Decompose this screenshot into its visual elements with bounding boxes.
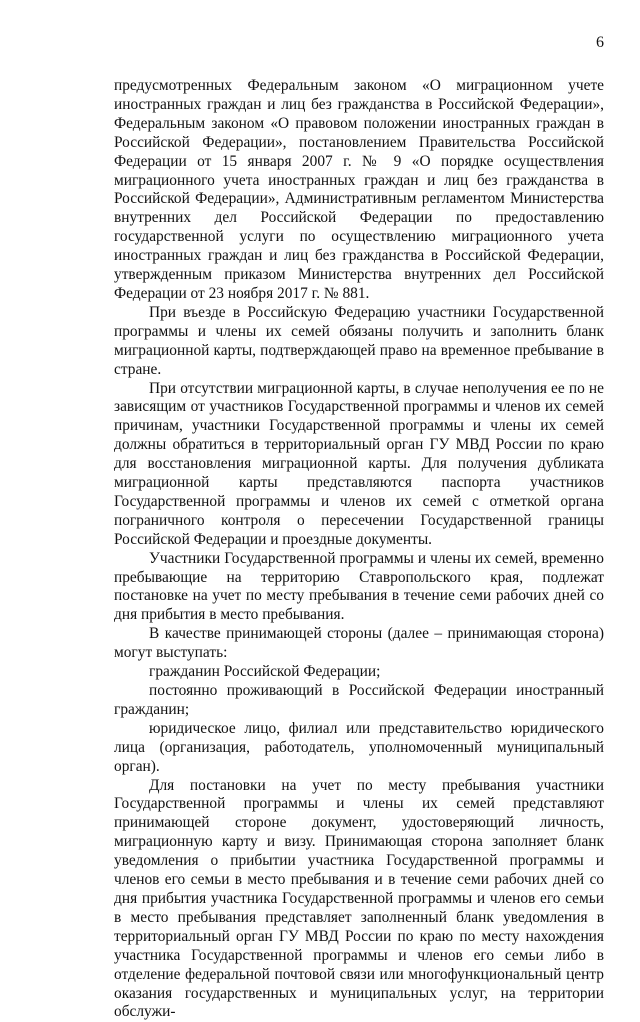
paragraph-registration-deadline: Участники Государственной программы и члены их семей, временно пребывающие на территорию Ставропольского края, подлежат постановке на учет по месту пребывания в течение семи рабочих дней со дня прибытия в место пребывания.	[114, 549, 604, 624]
paragraph-registration-procedure: Для постановки на учет по месту пребывания участники Государственной программы и члены их семей представляют принимающей стороне документ, удостоверяющий личность, миграционную карту и визу. Принимающая сторона заполняет бланк уведомления о прибытии участника Государственной программы и членов его семьи в место пребывания и в течение семи рабочих дней со дня прибытия участника Государственной программы и членов его семьи в место пребывания представляет заполненный бланк уведомления в территориальный орган ГУ МВД России по краю по месту нахождения участника Государственной программы и членов его семьи либо в отделение федеральной почтовой связи или многофункциональный центр оказания государственных и муниципальных услуг, на территории обслужи-	[114, 776, 604, 1021]
paragraph-legal-basis: предусмотренных Федеральным законом «О миграционном учете иностранных граждан и лиц без гражданства в Российской Федерации», Федеральным законом «О правовом положении иностранных граждан в Российской Федерации», постановлением Правительства Российской Федерации от 15 января 2007 г. № 9 «О порядке осуществления миграционного учета иностранных граждан и лиц без гражданства в Российской Федерации», Административным регламентом Министерства внутренних дел Российской Федерации по предоставлению государственной услуги по осуществлению миграционного учета иностранных граждан и лиц без гражданства в Российской Федерации, утвержденным приказом Министерства внутренних дел Российской Федерации от 23 ноября 2017 г. № 881.	[114, 77, 604, 302]
paragraph-host-intro: В качестве принимающей стороны (далее – принимающая сторона) могут выступать:	[114, 625, 604, 662]
document-body	[114, 77, 604, 1022]
list-item-citizen: гражданин Российской Федерации;	[149, 663, 381, 681]
list-item-foreign-resident: постоянно проживающий в Российской Федерации иностранный гражданин;	[114, 682, 604, 718]
list-item-legal-entity: юридическое лицо, филиал или представительство юридического лица (организация, работодатель, уполномоченный муниципальный орган).	[114, 719, 604, 775]
paragraph-missing-card: При отсутствии миграционной карты, в случае неполучения ее по не зависящим от участников Государственной программы и членов их семей причинам, участники Государственной программы и члены их семей должны обратиться в территориальный орган ГУ МВД России по краю для восстановления миграционной карты. Для получения дубликата миграционной карты представляются паспорта участников Государственной программы и членов их семей с отметкой органа пограничного контроля о пересечении Государственной границы Российской Федерации и проездные документы.	[114, 379, 604, 548]
paragraph-migration-card: При въезде в Российскую Федерацию участники Государственной программы и члены их семей обязаны получить и заполнить бланк миграционной карты, подтверждающей право на временное пребывание в стране.	[114, 303, 604, 378]
page-number: 6	[596, 34, 604, 51]
